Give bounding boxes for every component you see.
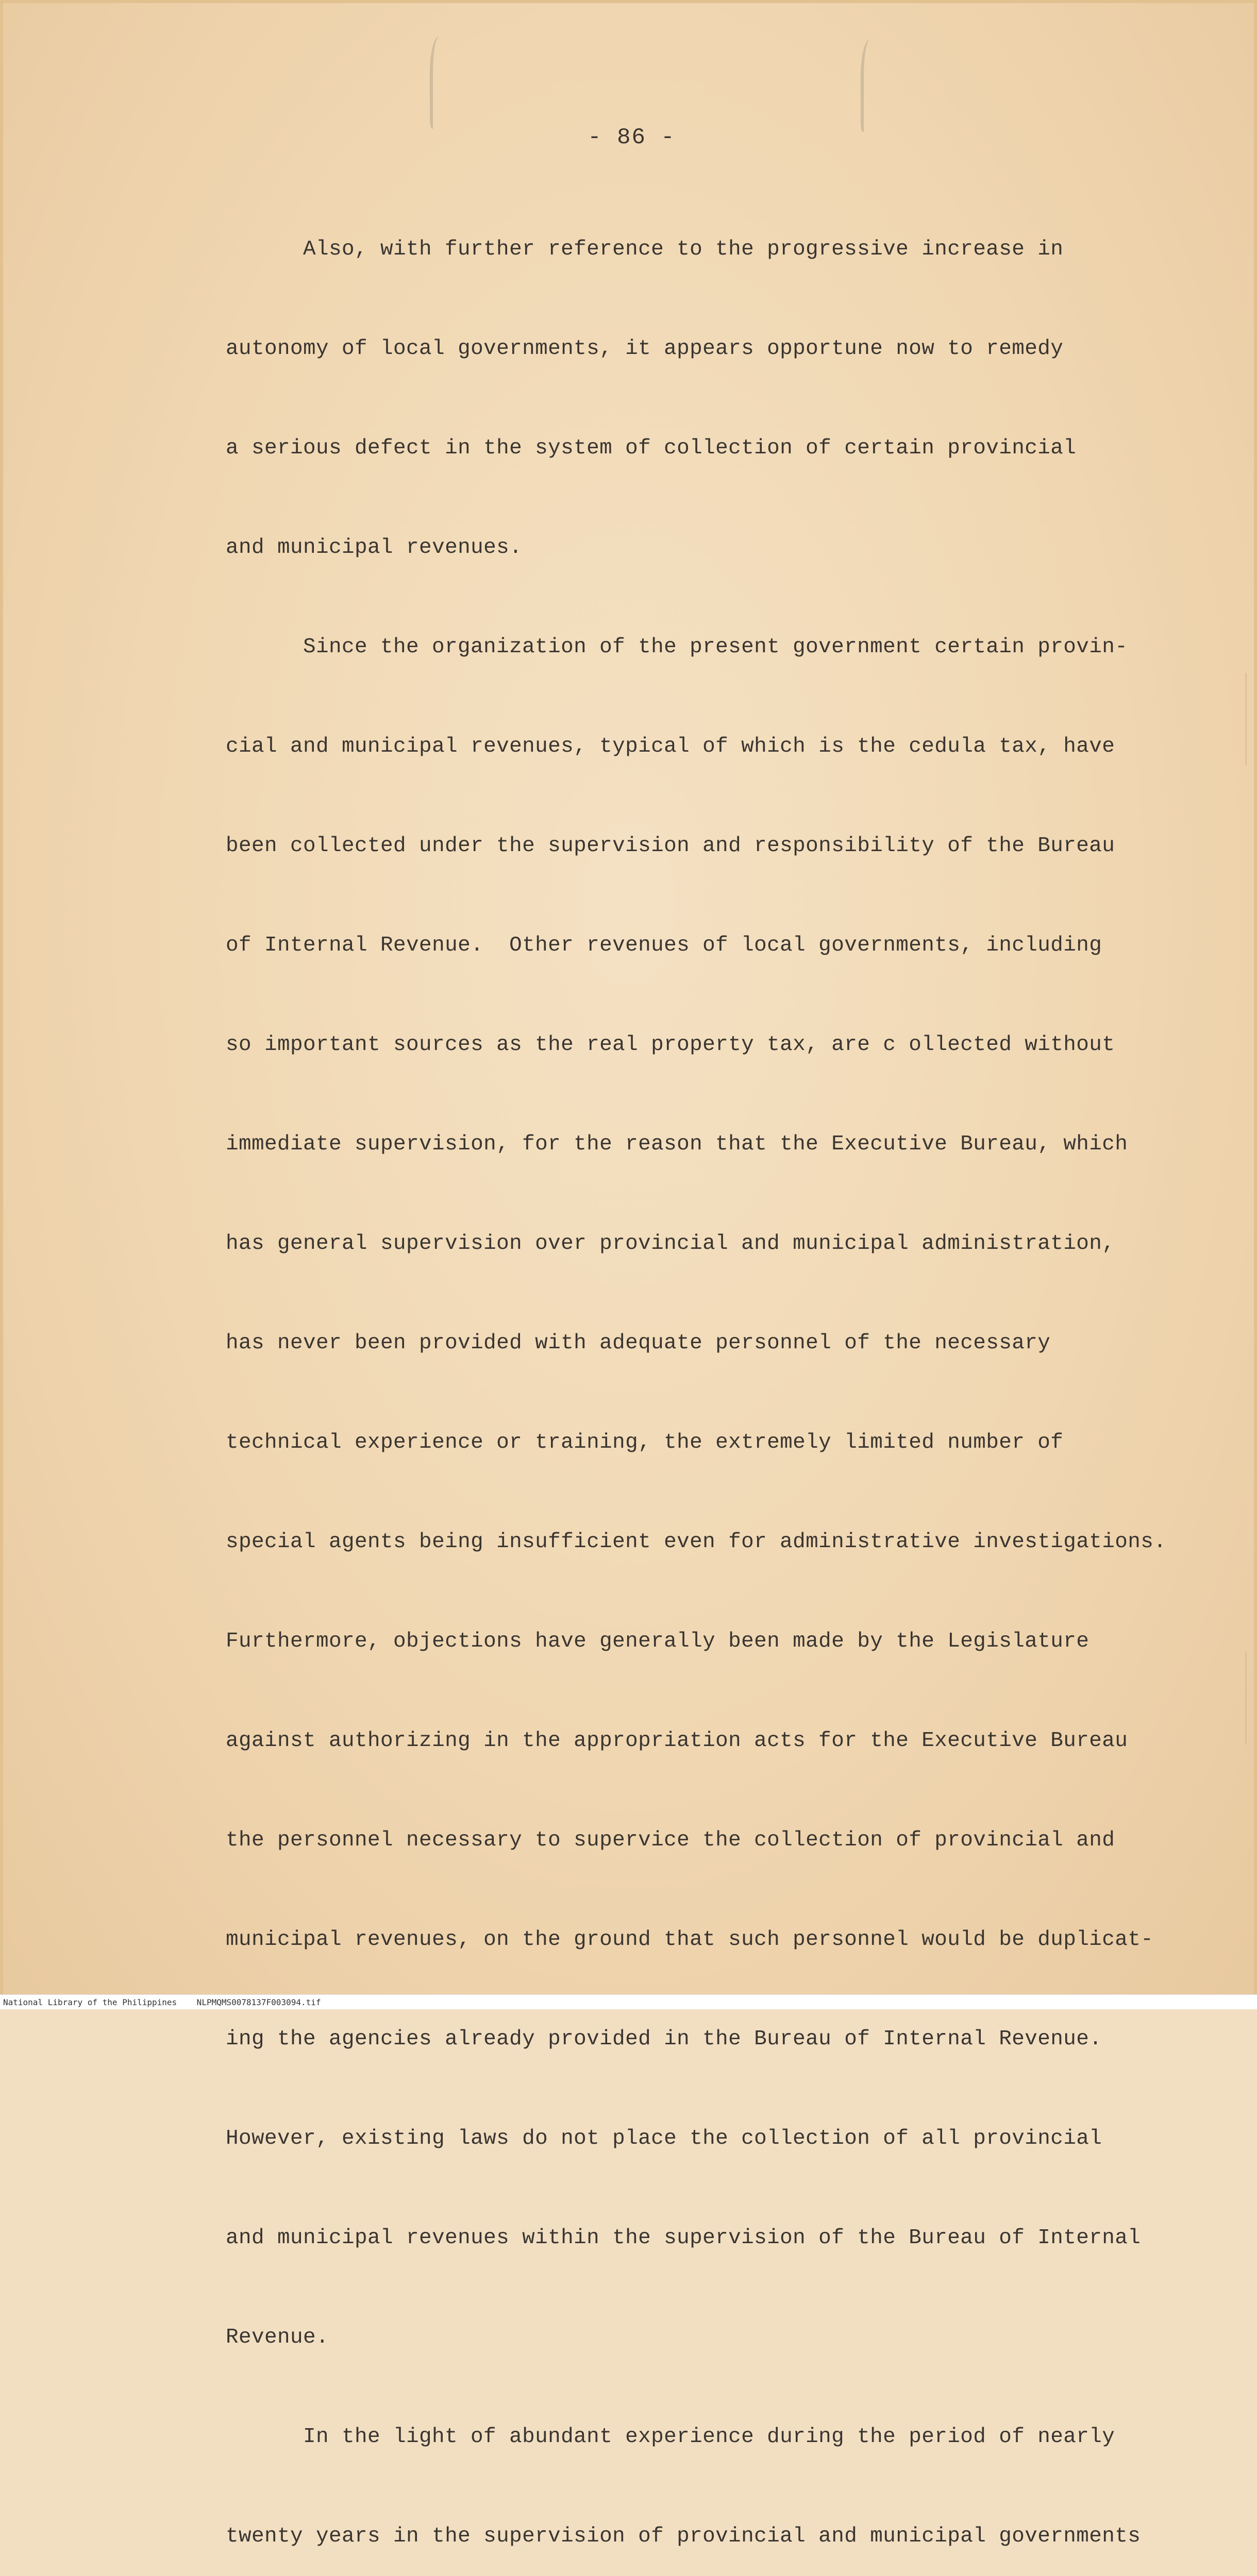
- page-number: - 86 -: [588, 125, 676, 150]
- paper-edge-mark: [1245, 673, 1247, 766]
- text-line: autonomy of local governments, it appears opportune now to remedy: [226, 337, 1064, 361]
- text-line: Since the organization of the present government certain provin-: [303, 635, 1128, 659]
- text-line: municipal revenues, on the ground that such personnel would be duplicat-: [226, 1928, 1154, 1952]
- text-line: ing the agencies already provided in the Bureau of Internal Revenue.: [226, 2027, 1102, 2051]
- text-line: cial and municipal revenues, typical of which is the cedula tax, have: [226, 735, 1115, 758]
- text-line: a serious defect in the system of collection of certain provincial: [226, 436, 1077, 460]
- paper-fastener-right: [861, 39, 884, 132]
- text-line: of Internal Revenue. Other revenues of local governments, including: [226, 934, 1102, 957]
- text-line: Furthermore, objections have generally been made by the Legislature: [226, 1630, 1090, 1653]
- scan-footer: [0, 1994, 1257, 2009]
- text-line: so important sources as the real property tax, are c ollected without: [226, 1033, 1115, 1057]
- scan-footer-label: National Library of the Philippines NLPMQMS0078137F003094.tif: [3, 1997, 321, 2007]
- body-text: [226, 176, 1195, 2576]
- text-line: against authorizing in the appropriation acts for the Executive Bureau: [226, 1729, 1128, 1753]
- text-line: Also, with further reference to the progressive increase in: [303, 238, 1064, 261]
- paper-fastener-left: [430, 36, 454, 129]
- text-line: and municipal revenues within the supervision of the Bureau of Internal: [226, 2226, 1141, 2250]
- text-line: Revenue.: [226, 2326, 329, 2349]
- text-line: special agents being insufficient even for administrative investigations.: [226, 1530, 1167, 1554]
- text-line: has never been provided with adequate personnel of the necessary: [226, 1331, 1051, 1355]
- paper-edge-mark: [1245, 1652, 1247, 1744]
- text-line: been collected under the supervision and responsibility of the Bureau: [226, 834, 1115, 858]
- text-line: technical experience or training, the extremely limited number of: [226, 1431, 1064, 1454]
- text-line: twenty years in the supervision of provincial and municipal governments: [226, 2524, 1141, 2548]
- text-line: has general supervision over provincial and municipal administration,: [226, 1232, 1115, 1256]
- text-line: and municipal revenues.: [226, 536, 523, 560]
- text-line: the personnel necessary to supervice the collection of provincial and: [226, 1828, 1115, 1852]
- text-line: However, existing laws do not place the collection of all provincial: [226, 2127, 1102, 2150]
- text-line: In the light of abundant experience during the period of nearly: [303, 2425, 1115, 2449]
- text-line: immediate supervision, for the reason that the Executive Bureau, which: [226, 1132, 1128, 1156]
